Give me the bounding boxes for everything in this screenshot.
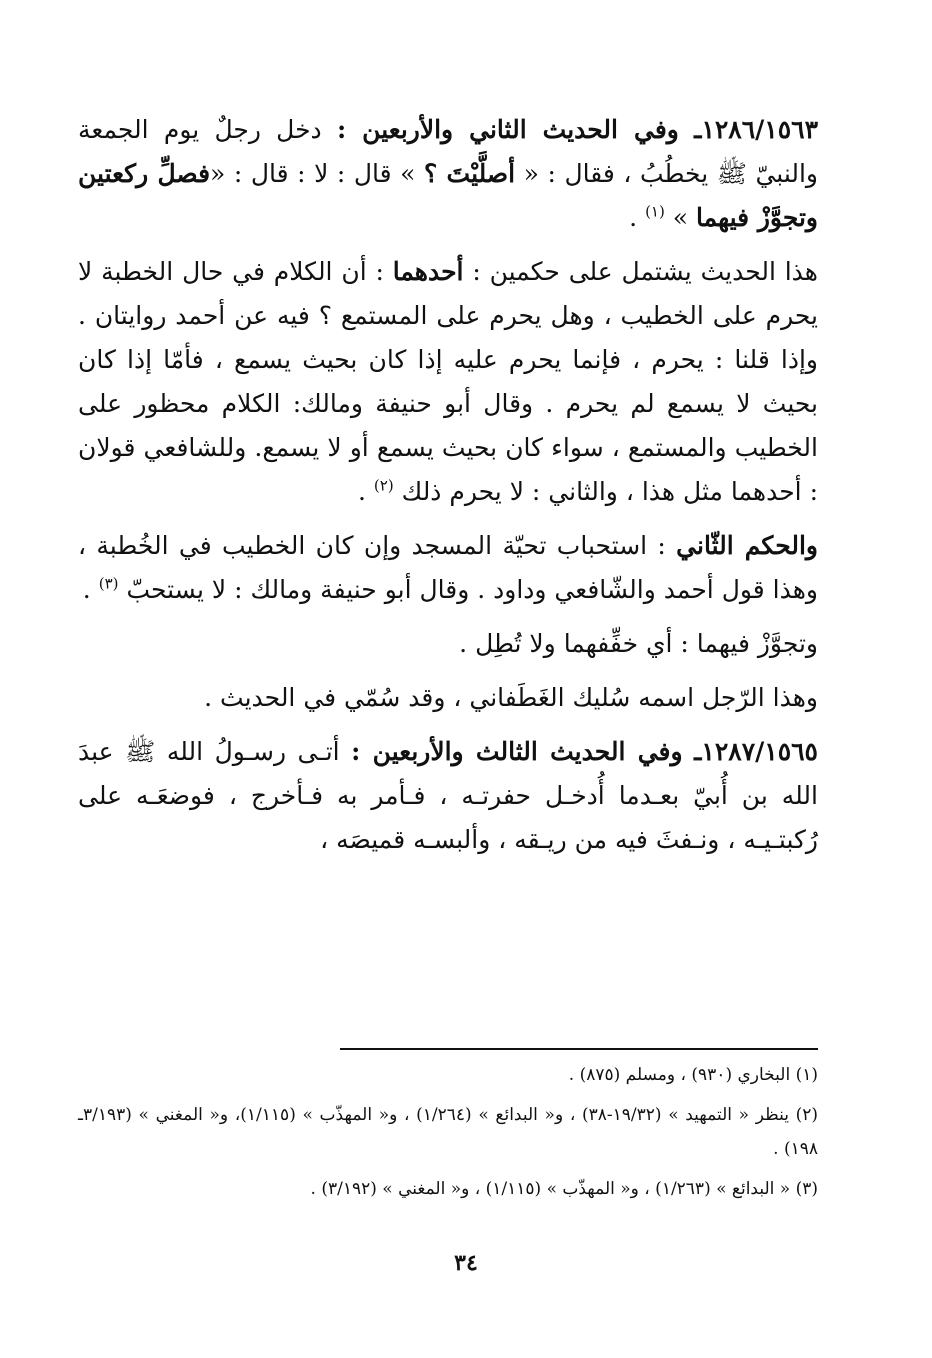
page-number: ٣٤ (454, 1250, 478, 1276)
hadith-number: ١٢٨٧/١٥٦٥ـ (694, 737, 818, 766)
commentary-paragraph (78, 250, 818, 514)
hadith-text: أتـى رسـولُ الله ﷺ عبدَ الله بن أُبيّ بعـدما أُدخـل حفرتـه ، فـأمر به فـأخرج ، فوضعَـه على رُكبتـيـه ، ونـفثَ فيه من ريـقه ، وألبسـه قميصَه ، (78, 737, 818, 854)
commentary-paragraph (78, 524, 818, 612)
footnote-ref: (٣) (98, 574, 119, 593)
commentary-text: : أن الكلام في حال الخطبة لا يحرم على الخطيب ، وهل يحرم على المستمع ؟ فيه عن أحمد روايتان . وإذا قلنا : يحرم ، فإنما يحرم عليه إذا كان بحيث يسمع ، فأمّا إذا كان بحيث لا يسمع لم يحرم . وقال أبو حنيفة ومالك: الكلام محظور على الخطيب والمستمع ، سواء كان بحيث يسمع أو لا يسمع. وللشافعي قولان : أحدهما مثل هذا ، والثاني : لا يحرم ذلك (78, 257, 818, 506)
hadith-text: » (672, 203, 689, 232)
hadith-number: ١٢٨٦/١٥٦٣ـ (694, 115, 818, 144)
footnotes (78, 1058, 818, 1212)
explanation-line: وتجوَّزْ فيهما : أي خفِّفهما ولا تُطِل . (459, 629, 818, 658)
footnote-separator (340, 1048, 818, 1050)
period: . (82, 575, 91, 604)
explanation-line: وهذا الرّجل اسمه سُليك الغَطَفاني ، وقد سُمّي في الحديث . (204, 683, 818, 712)
footnote: (٣) « البدائع » (١/٢٦٣) ، و« المهذّب » (١/١١٥) ، و« المغني » (٣/١٩٢) . (310, 1179, 818, 1199)
period: . (629, 203, 638, 232)
hadith-heading: وفي الحديث الثاني والأربعين : (336, 115, 679, 144)
hadith-heading: وفي الحديث الثالث والأربعين : (351, 737, 683, 766)
hadith-1286 (78, 108, 818, 240)
hadith-text: » قال : لا : قال : « (210, 159, 416, 188)
hadith-text: دخل رجلٌ يوم الجمعة والنبيّ ﷺ يخطُبُ ، فقال : « (78, 115, 819, 188)
footnote: (١) البخاري (٩٣٠) ، ومسلم (٨٧٥) . (568, 1065, 818, 1085)
footnote-ref: (١) (645, 202, 665, 221)
footnote-ref: (٢) (373, 476, 394, 495)
period: . (357, 477, 366, 506)
bold-term: والحكم الثّاني (676, 531, 818, 560)
main-text (78, 108, 818, 872)
commentary-text: هذا الحديث يشتمل على حكمين : (472, 257, 818, 286)
bold-term: أحدهما (392, 257, 464, 286)
commentary-text: : استحباب تحيّة المسجد وإن كان الخطيب في الخُطبة ، وهذا قول أحمد والشّافعي وداود . وقال أبو حنيفة ومالك : لا يستحبّ (78, 531, 818, 604)
footnote: (٢) ينظر « التمهيد » (١٩/٣٢-٣٨) ، و« البدائع » (١/٢٦٤) ، و« المهذّب » (١/١١٥)، و« المغني » (٣/١٩٣ـ ١٩٨) . (78, 1105, 819, 1159)
hadith-quote: فصلِّ ركعتين وتجوَّزْ فيهما (78, 159, 818, 232)
hadith-quote: أصلَّيْتَ ؟ (423, 159, 516, 188)
hadith-1287 (78, 730, 818, 862)
